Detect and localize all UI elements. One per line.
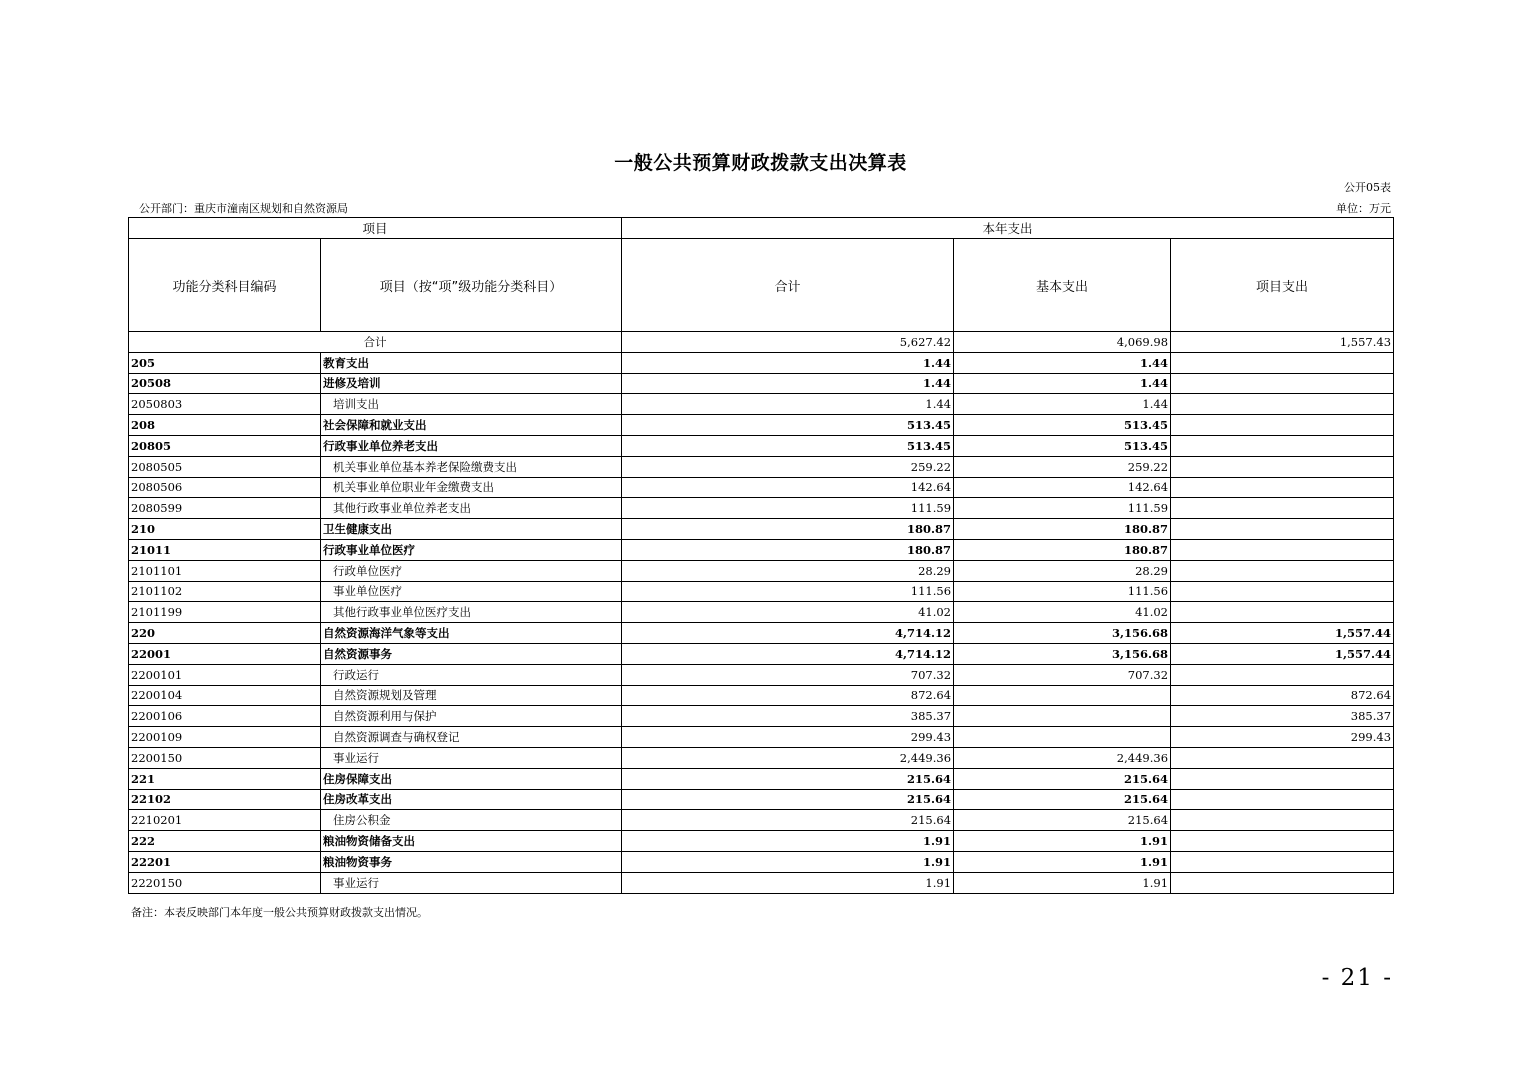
- row-basic: [954, 727, 1171, 748]
- row-basic: 215.64: [954, 768, 1171, 789]
- row-basic: 513.45: [954, 435, 1171, 456]
- row-total: 707.32: [622, 664, 954, 685]
- row-basic: 1.44: [954, 373, 1171, 394]
- row-code: 2080506: [129, 477, 321, 498]
- header-row-group: [129, 218, 1394, 239]
- row-total: 28.29: [622, 560, 954, 581]
- row-total: 4,714.12: [622, 623, 954, 644]
- row-name: 住房改革支出: [321, 789, 622, 810]
- row-code: 2200109: [129, 727, 321, 748]
- row-basic: 142.64: [954, 477, 1171, 498]
- row-name: 行政运行: [321, 664, 622, 685]
- row-basic: 111.59: [954, 498, 1171, 519]
- table-row: [129, 643, 1394, 664]
- row-code: 2200104: [129, 685, 321, 706]
- total-row: [129, 332, 1394, 353]
- header-code: 功能分类科目编码: [129, 239, 321, 332]
- row-code: 208: [129, 415, 321, 436]
- expenditure-table: [128, 217, 1394, 894]
- row-project: [1171, 602, 1394, 623]
- row-name: 其他行政事业单位养老支出: [321, 498, 622, 519]
- row-project: 385.37: [1171, 706, 1394, 727]
- row-project: [1171, 872, 1394, 893]
- row-project: [1171, 373, 1394, 394]
- row-basic: 215.64: [954, 810, 1171, 831]
- row-name: 进修及培训: [321, 373, 622, 394]
- row-project: [1171, 664, 1394, 685]
- row-code: 22001: [129, 643, 321, 664]
- table-row: [129, 602, 1394, 623]
- row-basic: 1.91: [954, 831, 1171, 852]
- page-number: - 21 -: [1321, 965, 1393, 991]
- table-row: [129, 560, 1394, 581]
- row-total: 215.64: [622, 789, 954, 810]
- table-row: [129, 685, 1394, 706]
- row-name: 事业单位医疗: [321, 581, 622, 602]
- row-code: 2200101: [129, 664, 321, 685]
- total-label: 合计: [129, 332, 622, 353]
- row-code: 2220150: [129, 872, 321, 893]
- table-row: [129, 539, 1394, 560]
- row-total: 872.64: [622, 685, 954, 706]
- row-project: 299.43: [1171, 727, 1394, 748]
- header-current-year: 本年支出: [622, 218, 1394, 239]
- row-total: 513.45: [622, 415, 954, 436]
- row-code: 2200150: [129, 747, 321, 768]
- row-project: [1171, 498, 1394, 519]
- row-basic: 707.32: [954, 664, 1171, 685]
- row-name: 住房公积金: [321, 810, 622, 831]
- row-total: 111.59: [622, 498, 954, 519]
- row-project: [1171, 539, 1394, 560]
- row-project: 1,557.44: [1171, 643, 1394, 664]
- row-project: [1171, 435, 1394, 456]
- row-name: 培训支出: [321, 394, 622, 415]
- row-code: 2101101: [129, 560, 321, 581]
- row-total: 180.87: [622, 519, 954, 540]
- row-basic: [954, 685, 1171, 706]
- header-item: 项目（按“项”级功能分类科目）: [321, 239, 622, 332]
- row-total: 1.91: [622, 872, 954, 893]
- row-code: 2101102: [129, 581, 321, 602]
- total-project: 1,557.43: [1171, 332, 1394, 353]
- footnote: 备注：本表反映部门本年度一般公共预算财政拨款支出情况。: [131, 906, 428, 919]
- row-basic: 259.22: [954, 456, 1171, 477]
- row-basic: 2,449.36: [954, 747, 1171, 768]
- row-name: 自然资源利用与保护: [321, 706, 622, 727]
- table-row: [129, 810, 1394, 831]
- table-row: [129, 706, 1394, 727]
- table-row: [129, 789, 1394, 810]
- header-project-group: 项目: [129, 218, 622, 239]
- row-name: 住房保障支出: [321, 768, 622, 789]
- row-basic: 1.44: [954, 394, 1171, 415]
- row-total: 1.91: [622, 851, 954, 872]
- row-name: 事业运行: [321, 747, 622, 768]
- page-title: 一般公共预算财政拨款支出决算表: [614, 152, 907, 174]
- row-basic: 1.91: [954, 872, 1171, 893]
- row-total: 1.44: [622, 394, 954, 415]
- row-code: 2200106: [129, 706, 321, 727]
- row-name: 行政事业单位养老支出: [321, 435, 622, 456]
- row-name: 机关事业单位基本养老保险缴费支出: [321, 456, 622, 477]
- row-code: 20805: [129, 435, 321, 456]
- row-total: 215.64: [622, 810, 954, 831]
- row-name: 社会保障和就业支出: [321, 415, 622, 436]
- row-project: 872.64: [1171, 685, 1394, 706]
- table-row: [129, 435, 1394, 456]
- row-total: 259.22: [622, 456, 954, 477]
- row-basic: [954, 706, 1171, 727]
- table-row: [129, 623, 1394, 644]
- table-row: [129, 768, 1394, 789]
- row-project: [1171, 747, 1394, 768]
- header-basic: 基本支出: [954, 239, 1171, 332]
- row-total: 215.64: [622, 768, 954, 789]
- row-code: 2101199: [129, 602, 321, 623]
- total-basic: 4,069.98: [954, 332, 1171, 353]
- row-code: 222: [129, 831, 321, 852]
- row-code: 20508: [129, 373, 321, 394]
- row-project: [1171, 477, 1394, 498]
- row-code: 2080599: [129, 498, 321, 519]
- row-name: 卫生健康支出: [321, 519, 622, 540]
- table-row: [129, 498, 1394, 519]
- row-project: [1171, 810, 1394, 831]
- header-total: 合计: [622, 239, 954, 332]
- row-total: 1.44: [622, 352, 954, 373]
- row-total: 111.56: [622, 581, 954, 602]
- row-basic: 1.44: [954, 352, 1171, 373]
- row-basic: 180.87: [954, 519, 1171, 540]
- table-row: [129, 581, 1394, 602]
- row-name: 自然资源事务: [321, 643, 622, 664]
- row-name: 教育支出: [321, 352, 622, 373]
- row-name: 粮油物资事务: [321, 851, 622, 872]
- table-row: [129, 373, 1394, 394]
- row-basic: 513.45: [954, 415, 1171, 436]
- row-basic: 3,156.68: [954, 643, 1171, 664]
- table-row: [129, 872, 1394, 893]
- row-code: 205: [129, 352, 321, 373]
- row-total: 4,714.12: [622, 643, 954, 664]
- row-project: [1171, 768, 1394, 789]
- row-total: 41.02: [622, 602, 954, 623]
- row-total: 1.91: [622, 831, 954, 852]
- row-project: 1,557.44: [1171, 623, 1394, 644]
- row-total: 142.64: [622, 477, 954, 498]
- row-project: [1171, 581, 1394, 602]
- row-name: 机关事业单位职业年金缴费支出: [321, 477, 622, 498]
- row-total: 180.87: [622, 539, 954, 560]
- row-total: 385.37: [622, 706, 954, 727]
- row-project: [1171, 519, 1394, 540]
- table-row: [129, 851, 1394, 872]
- row-code: 2210201: [129, 810, 321, 831]
- form-number: 公开05表: [1344, 181, 1391, 194]
- row-project: [1171, 560, 1394, 581]
- row-project: [1171, 831, 1394, 852]
- table-row: [129, 477, 1394, 498]
- row-basic: 41.02: [954, 602, 1171, 623]
- row-code: 21011: [129, 539, 321, 560]
- row-project: [1171, 394, 1394, 415]
- table-row: [129, 727, 1394, 748]
- header-project: 项目支出: [1171, 239, 1394, 332]
- row-name: 自然资源海洋气象等支出: [321, 623, 622, 644]
- total-amount: 5,627.42: [622, 332, 954, 353]
- row-name: 行政事业单位医疗: [321, 539, 622, 560]
- table-row: [129, 747, 1394, 768]
- row-code: 2080505: [129, 456, 321, 477]
- row-code: 22102: [129, 789, 321, 810]
- row-basic: 3,156.68: [954, 623, 1171, 644]
- row-name: 行政单位医疗: [321, 560, 622, 581]
- table-row: [129, 519, 1394, 540]
- row-total: 513.45: [622, 435, 954, 456]
- table-row: [129, 394, 1394, 415]
- row-project: [1171, 456, 1394, 477]
- row-name: 事业运行: [321, 872, 622, 893]
- table-row: [129, 831, 1394, 852]
- row-name: 其他行政事业单位医疗支出: [321, 602, 622, 623]
- row-basic: 215.64: [954, 789, 1171, 810]
- row-project: [1171, 851, 1394, 872]
- row-code: 22201: [129, 851, 321, 872]
- row-code: 221: [129, 768, 321, 789]
- row-name: 自然资源调查与确权登记: [321, 727, 622, 748]
- table-row: [129, 456, 1394, 477]
- table-row: [129, 352, 1394, 373]
- row-total: 2,449.36: [622, 747, 954, 768]
- row-basic: 180.87: [954, 539, 1171, 560]
- row-basic: 28.29: [954, 560, 1171, 581]
- header-row-columns: [129, 239, 1394, 332]
- row-project: [1171, 352, 1394, 373]
- table-row: [129, 664, 1394, 685]
- table-row: [129, 415, 1394, 436]
- row-code: 220: [129, 623, 321, 644]
- row-code: 2050803: [129, 394, 321, 415]
- row-name: 自然资源规划及管理: [321, 685, 622, 706]
- row-code: 210: [129, 519, 321, 540]
- row-project: [1171, 789, 1394, 810]
- row-project: [1171, 415, 1394, 436]
- row-name: 粮油物资储备支出: [321, 831, 622, 852]
- unit-label: 单位：万元: [1336, 202, 1391, 215]
- row-total: 299.43: [622, 727, 954, 748]
- row-basic: 111.56: [954, 581, 1171, 602]
- row-basic: 1.91: [954, 851, 1171, 872]
- row-total: 1.44: [622, 373, 954, 394]
- department-label: 公开部门：重庆市潼南区规划和自然资源局: [139, 202, 348, 215]
